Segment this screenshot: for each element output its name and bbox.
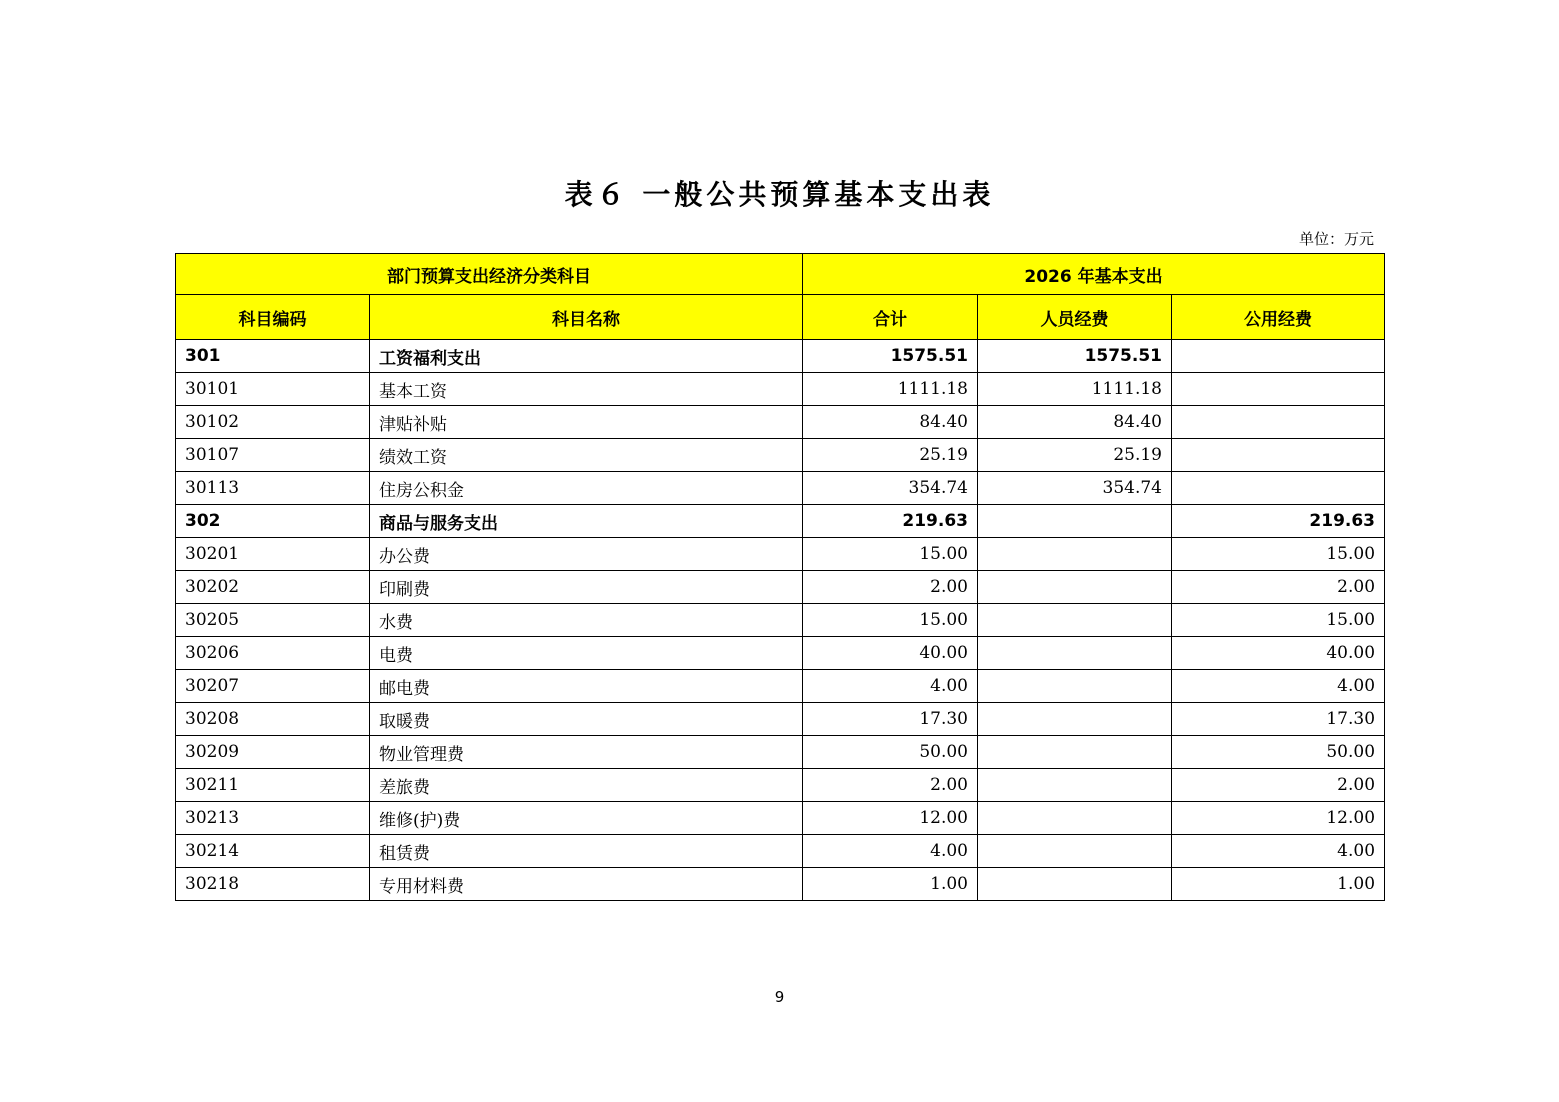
cell-total: 1111.18 [803, 373, 978, 406]
table-row [176, 439, 1385, 472]
cell-code: 30205 [176, 604, 370, 637]
cell-code: 30206 [176, 637, 370, 670]
cell-total: 4.00 [803, 835, 978, 868]
cell-name: 工资福利支出 [370, 340, 803, 373]
cell-name: 租赁费 [370, 835, 803, 868]
table-row [176, 571, 1385, 604]
cell-name: 维修(护)费 [370, 802, 803, 835]
cell-code: 30102 [176, 406, 370, 439]
cell-name: 商品与服务支出 [370, 505, 803, 538]
cell-name: 住房公积金 [370, 472, 803, 505]
cell-name: 取暖费 [370, 703, 803, 736]
cell-personnel [978, 736, 1172, 769]
cell-public: 1.00 [1172, 868, 1385, 901]
header-code: 科目编码 [176, 295, 370, 340]
cell-total: 40.00 [803, 637, 978, 670]
cell-public: 12.00 [1172, 802, 1385, 835]
cell-code: 302 [176, 505, 370, 538]
header-group-row [176, 254, 1385, 295]
cell-public: 4.00 [1172, 835, 1385, 868]
cell-code: 30208 [176, 703, 370, 736]
cell-public: 2.00 [1172, 571, 1385, 604]
cell-public: 40.00 [1172, 637, 1385, 670]
table-row [176, 637, 1385, 670]
cell-total: 1575.51 [803, 340, 978, 373]
table-row [176, 736, 1385, 769]
cell-personnel: 354.74 [978, 472, 1172, 505]
table-row [176, 373, 1385, 406]
table-row [176, 505, 1385, 538]
cell-public: 2.00 [1172, 769, 1385, 802]
cell-code: 30202 [176, 571, 370, 604]
cell-code: 30113 [176, 472, 370, 505]
cell-code: 30101 [176, 373, 370, 406]
cell-public [1172, 340, 1385, 373]
cell-total: 1.00 [803, 868, 978, 901]
cell-personnel [978, 571, 1172, 604]
cell-name: 差旅费 [370, 769, 803, 802]
cell-code: 30211 [176, 769, 370, 802]
cell-personnel [978, 769, 1172, 802]
cell-total: 15.00 [803, 538, 978, 571]
cell-personnel [978, 703, 1172, 736]
page-number: 9 [774, 988, 785, 1006]
header-columns-row [176, 295, 1385, 340]
cell-code: 301 [176, 340, 370, 373]
cell-name: 印刷费 [370, 571, 803, 604]
cell-public: 219.63 [1172, 505, 1385, 538]
header-total: 合计 [803, 295, 978, 340]
cell-public: 50.00 [1172, 736, 1385, 769]
table-row [176, 769, 1385, 802]
table-row [176, 604, 1385, 637]
cell-public [1172, 406, 1385, 439]
cell-total: 354.74 [803, 472, 978, 505]
cell-total: 17.30 [803, 703, 978, 736]
cell-name: 水费 [370, 604, 803, 637]
cell-personnel [978, 868, 1172, 901]
table-row [176, 670, 1385, 703]
cell-public [1172, 439, 1385, 472]
table-body [176, 340, 1385, 901]
table-row [176, 538, 1385, 571]
header-group-left: 部门预算支出经济分类科目 [176, 254, 803, 295]
table-row [176, 868, 1385, 901]
page-title: 表６ 一般公共预算基本支出表 [564, 178, 995, 211]
cell-personnel [978, 505, 1172, 538]
cell-total: 25.19 [803, 439, 978, 472]
cell-code: 30107 [176, 439, 370, 472]
table-row [176, 340, 1385, 373]
cell-personnel [978, 538, 1172, 571]
cell-name: 办公费 [370, 538, 803, 571]
header-name: 科目名称 [370, 295, 803, 340]
cell-code: 30214 [176, 835, 370, 868]
cell-code: 30207 [176, 670, 370, 703]
cell-total: 4.00 [803, 670, 978, 703]
cell-personnel [978, 670, 1172, 703]
table-row [176, 703, 1385, 736]
cell-total: 84.40 [803, 406, 978, 439]
cell-public [1172, 472, 1385, 505]
cell-personnel [978, 802, 1172, 835]
cell-total: 2.00 [803, 571, 978, 604]
cell-personnel: 84.40 [978, 406, 1172, 439]
cell-name: 专用材料费 [370, 868, 803, 901]
header-group-right: 2026 年基本支出 [803, 254, 1385, 295]
budget-table [175, 253, 1385, 901]
cell-public: 4.00 [1172, 670, 1385, 703]
cell-personnel [978, 604, 1172, 637]
cell-name: 基本工资 [370, 373, 803, 406]
cell-personnel [978, 835, 1172, 868]
cell-name: 电费 [370, 637, 803, 670]
cell-name: 邮电费 [370, 670, 803, 703]
cell-personnel [978, 637, 1172, 670]
cell-name: 津贴补贴 [370, 406, 803, 439]
cell-total: 12.00 [803, 802, 978, 835]
cell-total: 219.63 [803, 505, 978, 538]
cell-public: 17.30 [1172, 703, 1385, 736]
cell-total: 2.00 [803, 769, 978, 802]
table-row [176, 406, 1385, 439]
header-personnel: 人员经费 [978, 295, 1172, 340]
cell-total: 15.00 [803, 604, 978, 637]
cell-public [1172, 373, 1385, 406]
cell-total: 50.00 [803, 736, 978, 769]
table-row [176, 472, 1385, 505]
unit-label: 单位：万元 [1298, 230, 1374, 248]
cell-public: 15.00 [1172, 604, 1385, 637]
cell-name: 绩效工资 [370, 439, 803, 472]
cell-code: 30209 [176, 736, 370, 769]
table-row [176, 802, 1385, 835]
cell-code: 30201 [176, 538, 370, 571]
cell-code: 30213 [176, 802, 370, 835]
cell-personnel: 1111.18 [978, 373, 1172, 406]
cell-personnel: 25.19 [978, 439, 1172, 472]
table-row [176, 835, 1385, 868]
cell-public: 15.00 [1172, 538, 1385, 571]
cell-code: 30218 [176, 868, 370, 901]
cell-name: 物业管理费 [370, 736, 803, 769]
header-public: 公用经费 [1172, 295, 1385, 340]
cell-personnel: 1575.51 [978, 340, 1172, 373]
